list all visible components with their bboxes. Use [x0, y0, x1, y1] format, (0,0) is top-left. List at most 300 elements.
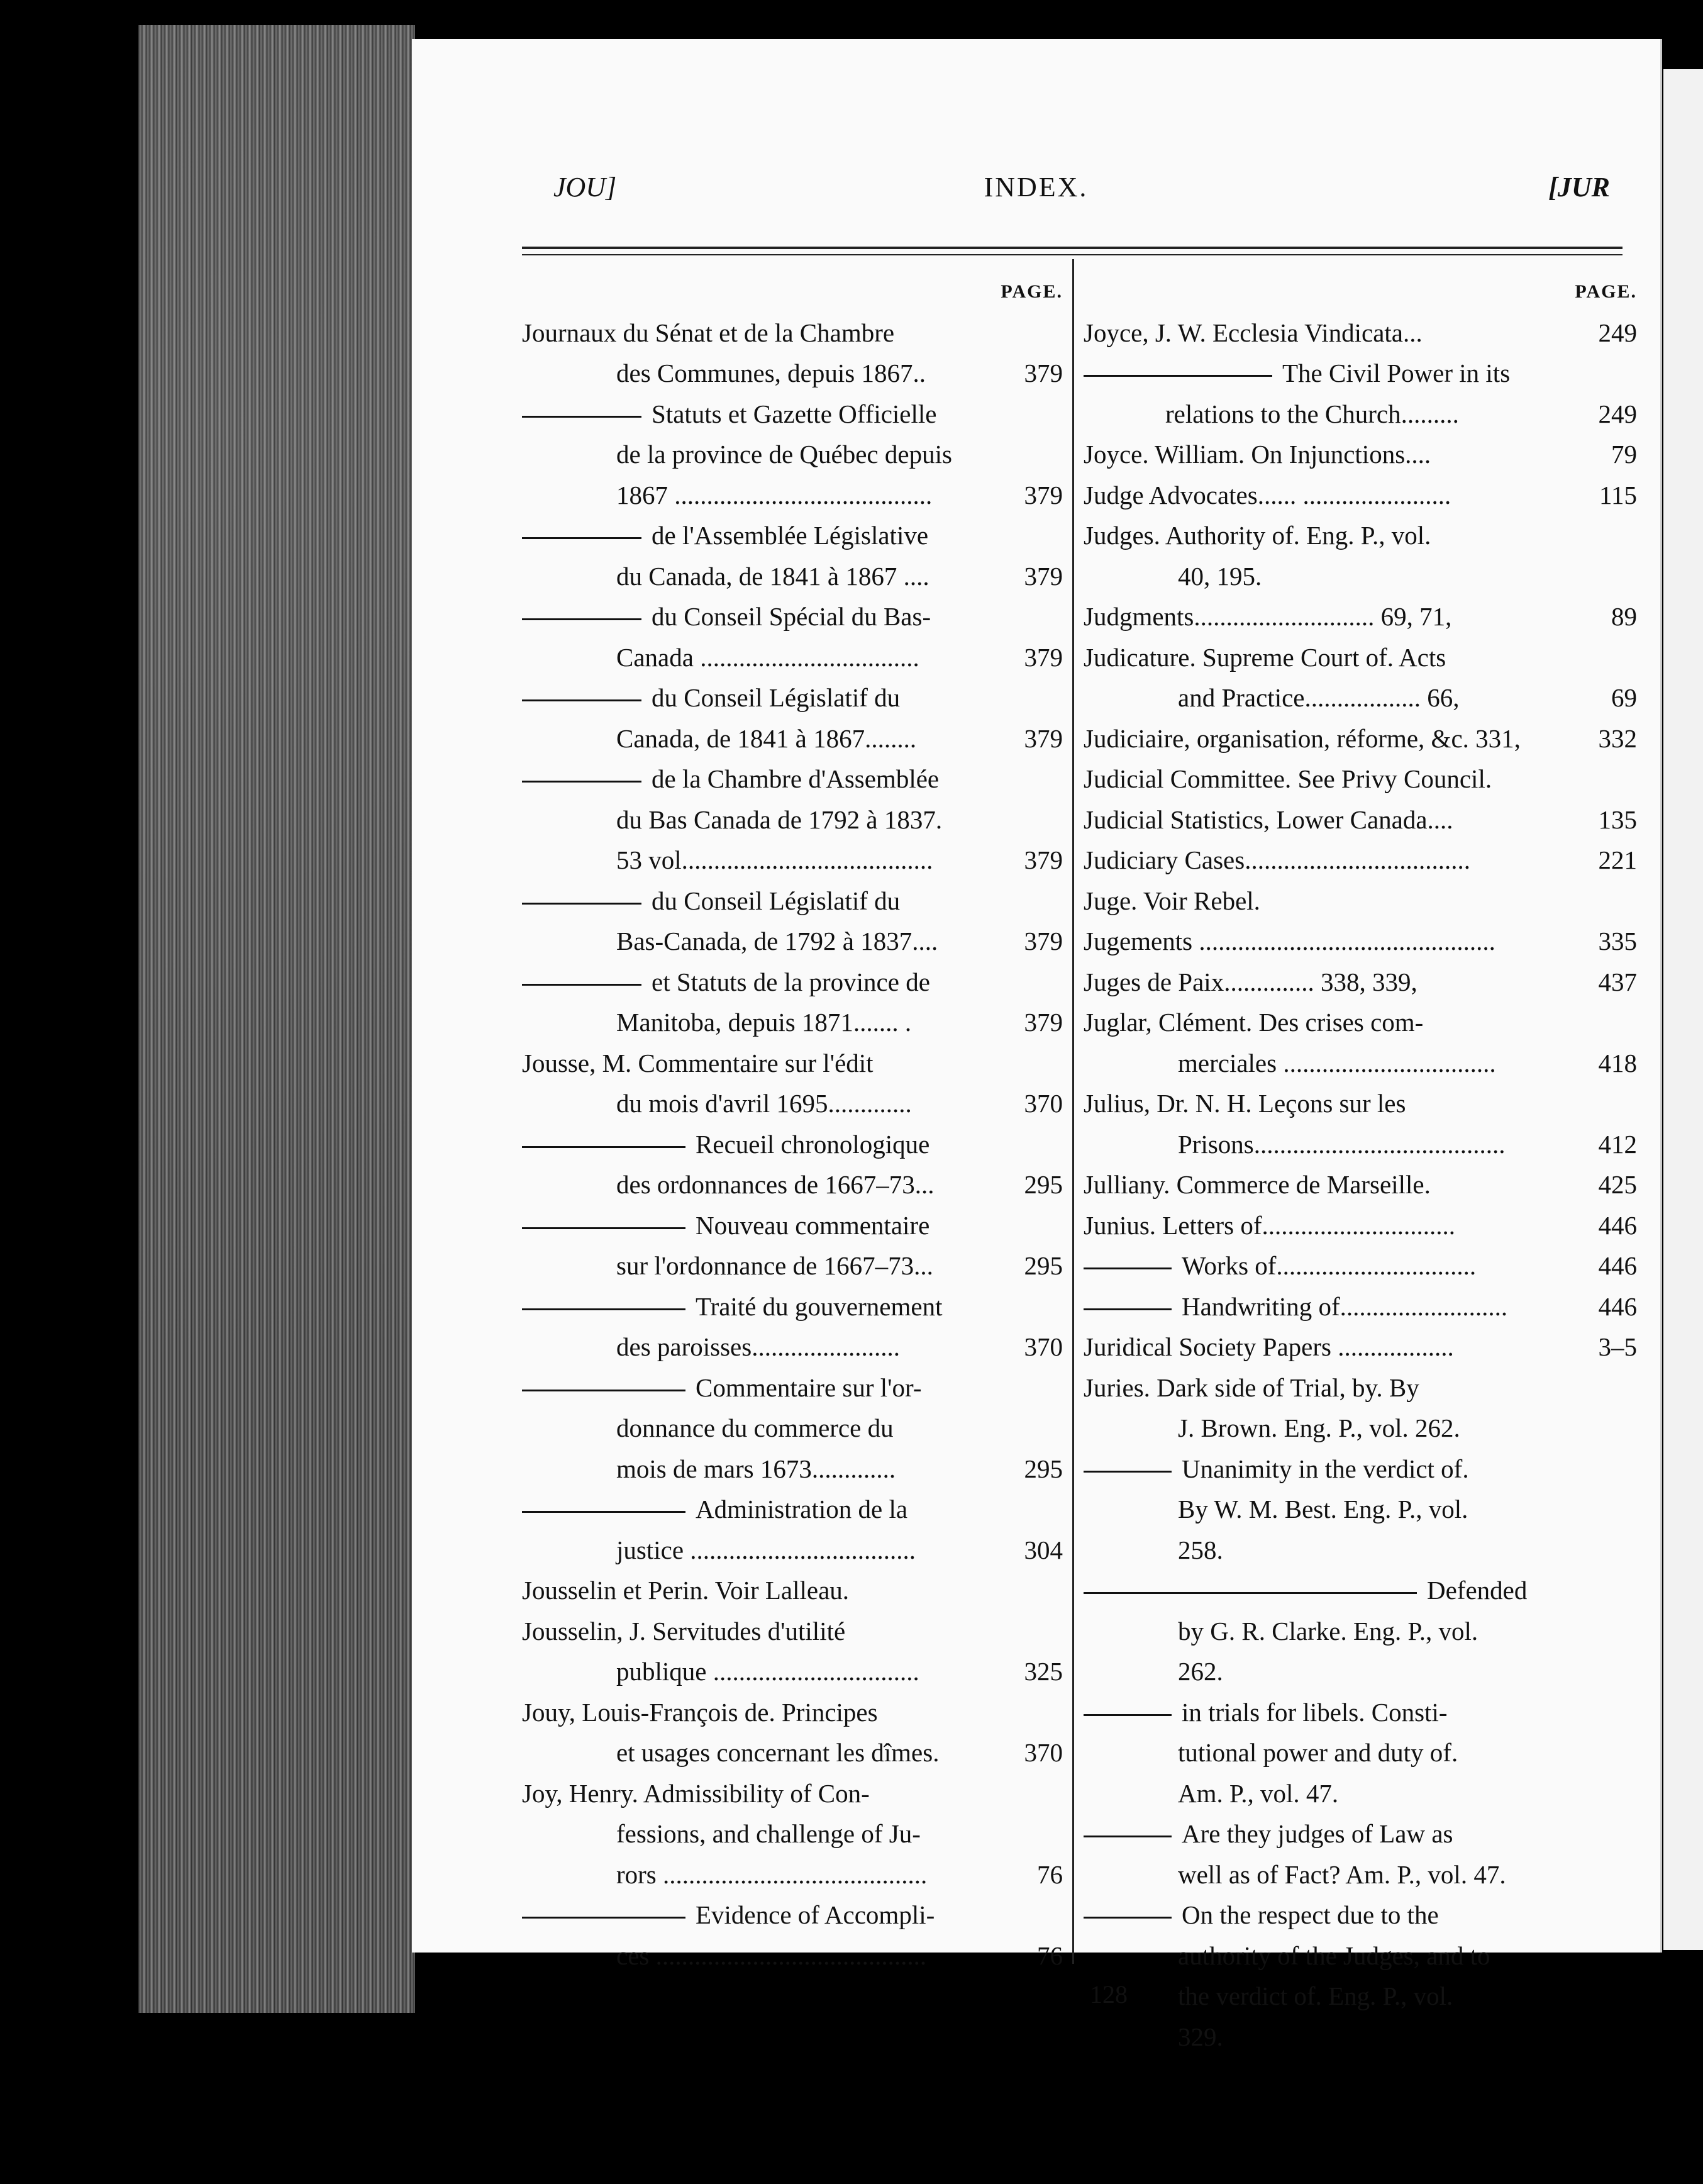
index-entry-line [522, 596, 1063, 637]
entry-text [1084, 840, 1470, 881]
entry-label: Defended [1427, 1576, 1528, 1605]
scanned-book-edge [138, 25, 415, 2013]
ditto-dash [1084, 1592, 1417, 1594]
page-reference: 379 [1024, 642, 1063, 672]
entry-label: merciales ................................. [1178, 1048, 1496, 1078]
entry-label: Recueil chronologique [696, 1129, 930, 1159]
ditto-dash [1084, 1268, 1172, 1269]
index-entry-line [522, 718, 1063, 759]
entry-label: Journaux du Sénat et de la Chambre [522, 318, 895, 347]
ditto-dash [522, 618, 641, 620]
entry-text [1084, 353, 1510, 394]
index-entry-line [1084, 840, 1637, 881]
entry-label: Jousse, M. Commentaire sur l'édit [522, 1048, 874, 1078]
entry-text [1084, 1205, 1455, 1246]
entry-label: Administration de la [696, 1495, 908, 1524]
entry-text [616, 800, 942, 840]
entry-label: des Communes, depuis 1867.. [616, 359, 926, 387]
entry-label: donnance du commerce du [616, 1413, 894, 1442]
entry-label: mois de mars 1673............. [616, 1454, 896, 1483]
entry-text [522, 1773, 870, 1814]
index-entry-line [1084, 1043, 1637, 1084]
index-entry-line [522, 1936, 1063, 1976]
entry-label: du Canada, de 1841 à 1867 .... [616, 561, 929, 591]
index-entry-line [1084, 1124, 1637, 1165]
entry-text [616, 1732, 939, 1773]
ditto-dash [522, 1917, 685, 1919]
entry-label: de la province de Québec depuis [616, 440, 952, 469]
entry-text [616, 475, 932, 516]
ditto-dash [522, 781, 641, 783]
entry-text [1178, 1854, 1506, 1895]
ditto-dash [522, 984, 641, 986]
ditto-dash [1084, 1714, 1172, 1716]
page-reference: 89 [1611, 602, 1637, 631]
entry-text [522, 394, 936, 435]
index-entry-line [1084, 759, 1637, 800]
index-entry-line [1084, 1327, 1637, 1368]
index-entry-line [522, 881, 1063, 922]
entry-label: Evidence of Accompli- [696, 1900, 935, 1929]
index-entry-line [1084, 1530, 1637, 1571]
entry-text [522, 515, 928, 556]
entry-label: by G. R. Clarke. Eng. P., vol. [1178, 1616, 1478, 1646]
index-entry-line [522, 800, 1063, 840]
entry-label: Am. P., vol. 47. [1178, 1778, 1339, 1808]
entry-label: 1867 ........................................ [616, 480, 933, 510]
page-reference: 379 [1024, 480, 1063, 510]
page-reference: 3–5 [1598, 1332, 1637, 1361]
entry-label: Juge. Voir Rebel. [1084, 886, 1260, 915]
index-entry-line [522, 759, 1063, 800]
entry-label: Judicial Statistics, Lower Canada.... [1084, 805, 1453, 834]
entry-text [522, 1489, 907, 1530]
ditto-dash [522, 416, 641, 418]
entry-label: des paroisses....................... [616, 1332, 900, 1361]
index-entry-line [522, 434, 1063, 475]
index-entry-line [522, 556, 1063, 597]
entry-label: fessions, and challenge of Ju- [616, 1819, 921, 1848]
ditto-dash [522, 1308, 685, 1310]
entry-text [522, 1368, 922, 1408]
index-entry-line [522, 1732, 1063, 1773]
entry-label: 329. [1178, 2022, 1223, 2051]
entry-text [1178, 1651, 1223, 1692]
entry-text [616, 1449, 896, 1490]
page-reference: 295 [1024, 1454, 1063, 1483]
entry-text [1084, 1895, 1439, 1936]
ditto-dash [522, 903, 641, 905]
header-rule-thin [522, 254, 1623, 255]
entry-text [616, 840, 933, 881]
index-entry-line [522, 1408, 1063, 1449]
index-entry-line [1084, 637, 1637, 678]
index-entry-line [1084, 1611, 1637, 1652]
page-reference: 332 [1598, 723, 1637, 753]
page-reference: 446 [1598, 1291, 1637, 1321]
entry-label: du Conseil Législatif du [652, 683, 901, 712]
entry-text [616, 637, 919, 678]
index-entry-line [522, 921, 1063, 962]
entry-text [1084, 1002, 1423, 1043]
index-entry-line [1084, 596, 1637, 637]
index-entry-line [522, 1489, 1063, 1530]
ditto-dash [1084, 1471, 1172, 1473]
index-entry-line [522, 1854, 1063, 1895]
entry-text [1084, 1692, 1448, 1733]
page-reference: 418 [1598, 1048, 1637, 1078]
page-label: PAGE. [1001, 281, 1063, 302]
entry-label: sur l'ordonnance de 1667–73... [616, 1251, 933, 1280]
entry-label: Prisons....................................... [1178, 1129, 1506, 1159]
entry-label: Julliany. Commerce de Marseille. [1084, 1170, 1431, 1199]
entry-label: 262. [1178, 1657, 1223, 1686]
header-title: INDEX. [984, 172, 1089, 203]
index-entry-line [1084, 515, 1637, 556]
index-entry-line [522, 1205, 1063, 1246]
index-entry-line [522, 637, 1063, 678]
entry-label: 258. [1178, 1535, 1223, 1564]
entry-label: et usages concernant les dîmes. [616, 1738, 940, 1767]
entry-text [522, 677, 900, 718]
index-entry-line [522, 1083, 1063, 1124]
entry-text [1165, 394, 1459, 435]
entry-label: de l'Assemblée Législative [652, 521, 929, 550]
ditto-dash [1084, 375, 1272, 377]
index-entry-line [1084, 1814, 1637, 1854]
entry-label: Joyce, J. W. Ecclesia Vindicata... [1084, 318, 1423, 347]
entry-text [1084, 759, 1492, 800]
entry-text [1084, 1083, 1406, 1124]
entry-text [1084, 881, 1260, 922]
entry-text [522, 1043, 874, 1084]
entry-text [616, 1408, 894, 1449]
page-reference: 69 [1611, 683, 1637, 712]
entry-label: 53 vol....................................... [616, 845, 933, 874]
entry-label: Jugements .............................................. [1084, 927, 1495, 956]
entry-label: Canada, de 1841 à 1867........ [616, 723, 917, 753]
index-entry-line [1084, 1245, 1637, 1286]
index-entry-line [1084, 1083, 1637, 1124]
entry-text [522, 596, 931, 637]
entry-label: relations to the Church......... [1165, 399, 1459, 428]
index-entry-line [522, 1651, 1063, 1692]
entry-text [1178, 2017, 1223, 2058]
entry-label: Juglar, Clément. Des crises com- [1084, 1008, 1424, 1037]
entry-text [1084, 921, 1495, 962]
entry-text [522, 1895, 935, 1936]
left-column [522, 272, 1063, 1976]
entry-label: authority of the Judges, and to [1178, 1941, 1490, 1970]
page-reference: 370 [1024, 1089, 1063, 1118]
index-entry-line [1084, 800, 1637, 840]
entry-label: rors ......................................... [616, 1859, 928, 1889]
index-entry-line [1084, 1489, 1637, 1530]
index-entry-line [522, 1814, 1063, 1854]
entry-text [1178, 1530, 1223, 1571]
index-entry-line [522, 1245, 1063, 1286]
index-entry-line [1084, 1368, 1637, 1408]
index-entry-line [1084, 1205, 1637, 1246]
entry-label: et Statuts de la province de [652, 967, 930, 996]
entry-label: Judge Advocates...... ....................... [1084, 480, 1451, 510]
page-reference: 446 [1598, 1251, 1637, 1280]
index-entry-line [522, 1895, 1063, 1936]
entry-text [616, 1936, 926, 1976]
index-entry-line [522, 1570, 1063, 1611]
entry-label: Joyce. William. On Injunctions.... [1084, 440, 1431, 469]
adjacent-page-strip [1663, 69, 1703, 1950]
index-entry-line [1084, 1692, 1637, 1733]
entry-text [522, 1124, 929, 1165]
entry-label: Judicature. Supreme Court of. Acts [1084, 642, 1446, 672]
entry-text [1084, 515, 1431, 556]
page-reference: 76 [1037, 1859, 1063, 1889]
entry-label: By W. M. Best. Eng. P., vol. [1178, 1495, 1468, 1524]
entry-text [616, 1530, 916, 1571]
entry-label: in trials for libels. Consti- [1182, 1697, 1448, 1727]
entry-text [1084, 434, 1431, 475]
page-reference: 135 [1598, 805, 1637, 834]
entry-label: Unanimity in the verdict of. [1182, 1454, 1469, 1483]
entry-label: Juries. Dark side of Trial, by. By [1084, 1373, 1419, 1402]
entry-text [616, 1327, 900, 1368]
index-entry-line [522, 1530, 1063, 1571]
index-entry-line [522, 515, 1063, 556]
entry-text [1178, 1124, 1506, 1165]
index-entry-line [1084, 1408, 1637, 1449]
entry-text [616, 556, 929, 597]
entry-label: Joy, Henry. Admissibility of Con- [522, 1778, 870, 1808]
page-label: PAGE. [1575, 281, 1637, 302]
page-reference: 437 [1598, 967, 1637, 996]
index-entry-line [522, 962, 1063, 1003]
index-entry-line [1084, 921, 1637, 962]
page-reference: 446 [1598, 1210, 1637, 1240]
entry-text [616, 1245, 933, 1286]
entry-text [1178, 1043, 1496, 1084]
page-reference: 335 [1598, 927, 1637, 956]
entry-text [616, 1002, 911, 1043]
entry-text [1084, 718, 1521, 759]
ditto-dash [522, 1390, 685, 1391]
entry-label: Judges. Authority of. Eng. P., vol. [1084, 521, 1431, 550]
entry-text [1084, 1164, 1431, 1205]
entry-label: Handwriting of.......................... [1182, 1291, 1508, 1321]
entry-label: The Civil Power in its [1282, 359, 1511, 387]
entry-label: Juges de Paix.............. 338, 339, [1084, 967, 1417, 996]
page-reference: 249 [1598, 399, 1637, 428]
index-entry-line [522, 840, 1063, 881]
entry-label: du Conseil Spécial du Bas- [652, 602, 931, 631]
entry-label: Nouveau commentaire [696, 1210, 930, 1240]
index-entry-line [1084, 1651, 1637, 1692]
entry-text [1084, 313, 1423, 354]
entry-text [616, 1854, 927, 1895]
index-entry-line [522, 313, 1063, 354]
ditto-dash [522, 1227, 685, 1229]
index-entry-line [1084, 434, 1637, 475]
index-entry-line [522, 1164, 1063, 1205]
entry-label: Traité du gouvernement [696, 1291, 943, 1321]
entry-text [616, 1651, 919, 1692]
index-entry-line [522, 1043, 1063, 1084]
index-entry-line [522, 1368, 1063, 1408]
entry-text [1178, 1408, 1460, 1449]
index-entry-line [522, 394, 1063, 435]
entry-label: du Bas Canada de 1792 à 1837. [616, 805, 943, 834]
index-entry-line [522, 475, 1063, 516]
entry-text [522, 313, 894, 354]
page-reference: 412 [1598, 1129, 1637, 1159]
page-reference: 221 [1598, 845, 1637, 874]
index-entry-line [1084, 1732, 1637, 1773]
entry-text [616, 921, 938, 962]
right-column [1084, 272, 1637, 2057]
page-reference: 379 [1024, 927, 1063, 956]
entry-label: Juridical Society Papers .................. [1084, 1332, 1454, 1361]
entry-text [616, 1814, 921, 1854]
page-reference: 370 [1024, 1332, 1063, 1361]
entry-text [1084, 1570, 1527, 1611]
entry-label: Works of............................... [1182, 1251, 1477, 1280]
page-reference: 249 [1598, 318, 1637, 347]
entry-text [522, 881, 900, 922]
page-reference: 325 [1024, 1657, 1063, 1686]
index-entry-line [1084, 475, 1637, 516]
entry-label: du mois d'avril 1695............. [616, 1089, 912, 1118]
entry-label: Julius, Dr. N. H. Leçons sur les [1084, 1089, 1406, 1118]
page-reference: 370 [1024, 1738, 1063, 1767]
index-entry-line [1084, 1570, 1637, 1611]
entry-label: Junius. Letters of.............................. [1084, 1210, 1456, 1240]
index-entry-line [522, 1327, 1063, 1368]
entry-label: Jousselin et Perin. Voir Lalleau. [522, 1576, 850, 1605]
entry-text [1178, 556, 1262, 597]
index-entry-line [1084, 1976, 1637, 2017]
entry-text [522, 759, 939, 800]
index-entry-line [1084, 1773, 1637, 1814]
entry-text [1084, 1449, 1469, 1490]
index-entry-line [1084, 1286, 1637, 1327]
page-reference: 379 [1024, 1008, 1063, 1037]
entry-label: Judiciaire, organisation, réforme, &c. 331, [1084, 723, 1521, 753]
entry-text [522, 962, 930, 1003]
page-reference: 379 [1024, 561, 1063, 591]
entry-label: Manitoba, depuis 1871....... . [616, 1008, 912, 1037]
index-entry-line [522, 1002, 1063, 1043]
entry-label: Are they judges of Law as [1182, 1819, 1453, 1848]
page-reference: 379 [1024, 359, 1063, 387]
index-entry-line [1084, 1854, 1637, 1895]
header-rule [522, 247, 1623, 249]
ditto-dash [522, 1511, 685, 1513]
index-entry-line [1084, 881, 1637, 922]
entry-text [1084, 1327, 1454, 1368]
entry-label: well as of Fact? Am. P., vol. 47. [1178, 1859, 1506, 1889]
entry-text [1084, 962, 1417, 1003]
page-reference: 115 [1599, 480, 1637, 510]
ditto-dash [522, 1146, 685, 1148]
header-right: [JUR [1548, 172, 1610, 203]
ditto-dash [1084, 1917, 1172, 1919]
entry-text [616, 1083, 912, 1124]
index-entry-line [1084, 1895, 1637, 1936]
index-entry-line [1084, 962, 1637, 1003]
index-entry-line [522, 1449, 1063, 1490]
entry-label: Bas-Canada, de 1792 à 1837.... [616, 927, 938, 956]
running-header [412, 171, 1660, 221]
page-reference: 76 [1037, 1941, 1063, 1970]
entry-label: de la Chambre d'Assemblée [652, 764, 940, 793]
index-entry-line [1084, 677, 1637, 718]
index-entry-line [522, 677, 1063, 718]
page-reference: 379 [1024, 845, 1063, 874]
index-entry-line [1084, 556, 1637, 597]
index-entry-line [522, 353, 1063, 394]
entry-label: and Practice.................. 66, [1178, 683, 1460, 712]
entry-label: J. Brown. Eng. P., vol. 262. [1178, 1413, 1460, 1442]
page-reference: 295 [1024, 1170, 1063, 1199]
entry-text [616, 434, 952, 475]
entry-label: Jouy, Louis-François de. Principes [522, 1697, 878, 1727]
entry-text [1084, 637, 1446, 678]
entry-label: Judgments............................ 69, 71, [1084, 602, 1452, 631]
entry-text [1178, 1732, 1458, 1773]
entry-text [1084, 1814, 1453, 1854]
entry-label: Jousselin, J. Servitudes d'utilité [522, 1616, 846, 1646]
entry-text [1178, 1611, 1478, 1652]
entry-label: des ordonnances de 1667–73... [616, 1170, 935, 1199]
entry-text [522, 1570, 849, 1611]
entry-label: ces .......................................... [616, 1941, 927, 1970]
index-entry-line [1084, 1164, 1637, 1205]
entry-text [522, 1611, 845, 1652]
entry-label: Judicial Committee. See Privy Council. [1084, 764, 1492, 793]
entry-text [1084, 1245, 1476, 1286]
entry-label: Commentaire sur l'or- [696, 1373, 922, 1402]
entry-text [1178, 677, 1459, 718]
index-entry-line [522, 1286, 1063, 1327]
entry-text [522, 1205, 929, 1246]
entry-text [522, 1692, 878, 1733]
page-reference: 79 [1611, 440, 1637, 469]
entry-text [1084, 1286, 1507, 1327]
index-entry-line [1084, 353, 1637, 394]
entry-text [1084, 1368, 1419, 1408]
entry-label: du Conseil Législatif du [652, 886, 901, 915]
entry-label: the verdict of. Eng. P., vol. [1178, 1981, 1453, 2010]
header-left: JOU] [553, 172, 617, 203]
page-reference: 304 [1024, 1535, 1063, 1564]
entry-label: Statuts et Gazette Officielle [652, 399, 937, 428]
entry-text [616, 1164, 935, 1205]
entry-text [616, 353, 926, 394]
ditto-dash [1084, 1836, 1172, 1837]
index-entry-line [522, 1611, 1063, 1652]
index-entry-line [522, 1692, 1063, 1733]
index-entry-line [1084, 2017, 1637, 2058]
entry-text [1178, 1976, 1453, 2017]
entry-label: tutional power and duty of. [1178, 1738, 1458, 1767]
entry-text [1084, 475, 1451, 516]
page-reference: 379 [1024, 723, 1063, 753]
page-reference: 295 [1024, 1251, 1063, 1280]
index-entry-line [1084, 718, 1637, 759]
entry-label: On the respect due to the [1182, 1900, 1439, 1929]
entry-text [1084, 800, 1453, 840]
index-entry-line [1084, 1449, 1637, 1490]
